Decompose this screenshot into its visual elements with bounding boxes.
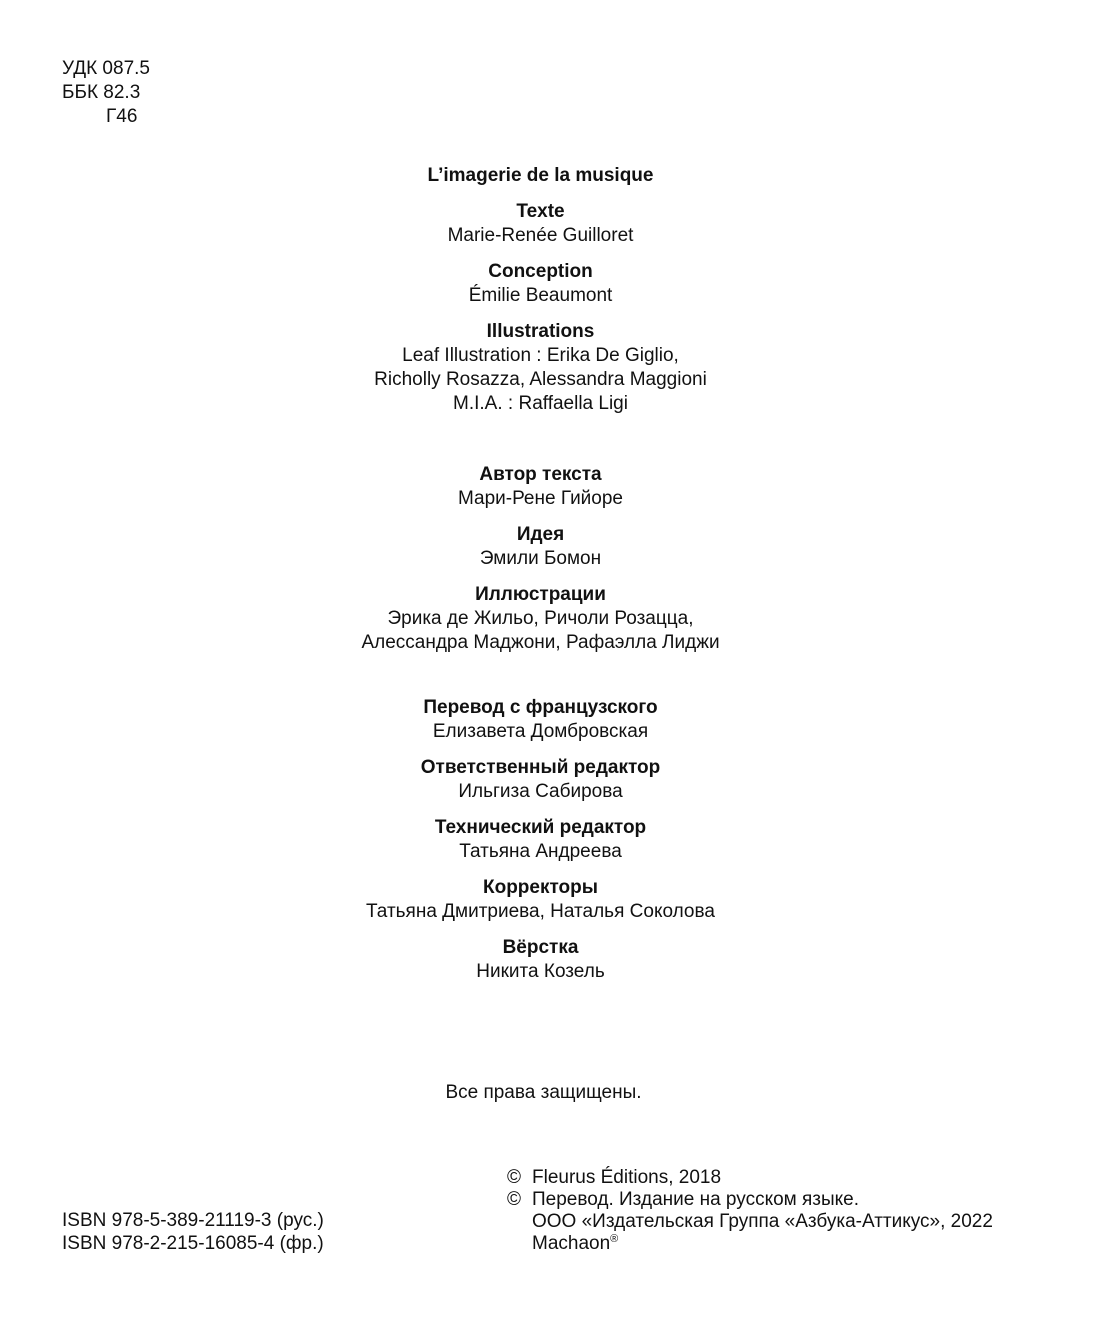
- credit-name: Émilie Beaumont: [468, 285, 613, 306]
- classification-codes: [62, 57, 150, 129]
- copyright-text: ООО «Издательская Группа «Азбука-Аттикус», 2022: [532, 1211, 993, 1232]
- credit-label: Перевод с французского: [423, 697, 658, 718]
- credit-name: Никита Козель: [476, 961, 605, 982]
- credit-name: Marie-Renée Guilloret: [447, 225, 634, 246]
- credit-label: Иллюстрации: [475, 584, 606, 605]
- copyright-line: [507, 1167, 993, 1189]
- production-credits: [0, 696, 1081, 996]
- credit-block-technical-editor: [0, 816, 1081, 864]
- russian-credits: [0, 463, 1081, 667]
- credit-name: Елизавета Домбровская: [432, 721, 649, 742]
- isbn-russian: ISBN 978-5-389-21119-3 (рус.): [62, 1210, 324, 1231]
- french-credits: [0, 164, 1081, 428]
- credit-block-editor: [0, 756, 1081, 804]
- credit-label: Автор текста: [479, 464, 602, 485]
- author-mark-code: Г46: [106, 106, 138, 127]
- credit-label: Illustrations: [486, 321, 595, 342]
- credit-name: Leaf Illustration : Erika De Giglio,: [402, 345, 679, 366]
- credit-name: Татьяна Дмитриева, Наталья Соколова: [366, 901, 715, 922]
- credit-name: Richolly Rosazza, Alessandra Maggioni: [374, 369, 707, 390]
- credit-block-translation: [0, 696, 1081, 744]
- credit-block-conception: [0, 260, 1081, 308]
- credit-label: Корректоры: [483, 877, 598, 898]
- credit-block-illustrations-ru: [0, 583, 1081, 655]
- publisher-imprint: [532, 1233, 618, 1255]
- credit-block-proofreaders: [0, 876, 1081, 924]
- bbk-code: ББК 82.3: [62, 82, 141, 103]
- isbn-french: ISBN 978-2-215-16085-4 (фр.): [62, 1233, 324, 1254]
- copyright-symbol: ©: [507, 1189, 521, 1210]
- credit-block-idea: [0, 523, 1081, 571]
- credit-name: Ильгиза Сабирова: [458, 781, 623, 802]
- copyright-text: Перевод. Издание на русском языке.: [532, 1189, 860, 1210]
- copyright-line: [507, 1233, 993, 1255]
- book-title: L’imagerie de la musique: [427, 165, 654, 186]
- credit-block-text: [0, 200, 1081, 248]
- copyright-line: [507, 1189, 993, 1211]
- credit-label: Texte: [516, 201, 565, 222]
- credit-label: Ответственный редактор: [420, 757, 661, 778]
- copyright-block: [507, 1167, 993, 1255]
- credit-name: Мари-Рене Гийоре: [457, 488, 623, 509]
- credit-name: Алессандра Маджони, Рафаэлла Лиджи: [361, 632, 720, 653]
- isbn-block: [62, 1209, 324, 1255]
- registered-mark: ®: [610, 1233, 619, 1245]
- udk-code: УДК 087.5: [62, 58, 150, 79]
- credit-name: Татьяна Андреева: [459, 841, 622, 862]
- credit-block-illustrations: [0, 320, 1081, 416]
- credit-block-layout: [0, 936, 1081, 984]
- credit-name: M.I.A. : Raffaella Ligi: [453, 393, 628, 414]
- credit-block-author: [0, 463, 1081, 511]
- credit-name: Эрика де Жильо, Ричоли Розацца,: [387, 608, 694, 629]
- credit-name: Эмили Бомон: [479, 548, 602, 569]
- credit-label: Вёрстка: [502, 937, 579, 958]
- imprint-name: Machaon: [532, 1233, 611, 1254]
- credit-label: Conception: [488, 261, 593, 282]
- credit-label: Технический редактор: [434, 817, 647, 838]
- rights-notice: Все права защищены.: [445, 1082, 642, 1103]
- copyright-symbol: ©: [507, 1167, 521, 1188]
- credit-label: Идея: [516, 524, 565, 545]
- copyright-text: Fleurus Éditions, 2018: [532, 1167, 722, 1188]
- copyright-line: [507, 1211, 993, 1233]
